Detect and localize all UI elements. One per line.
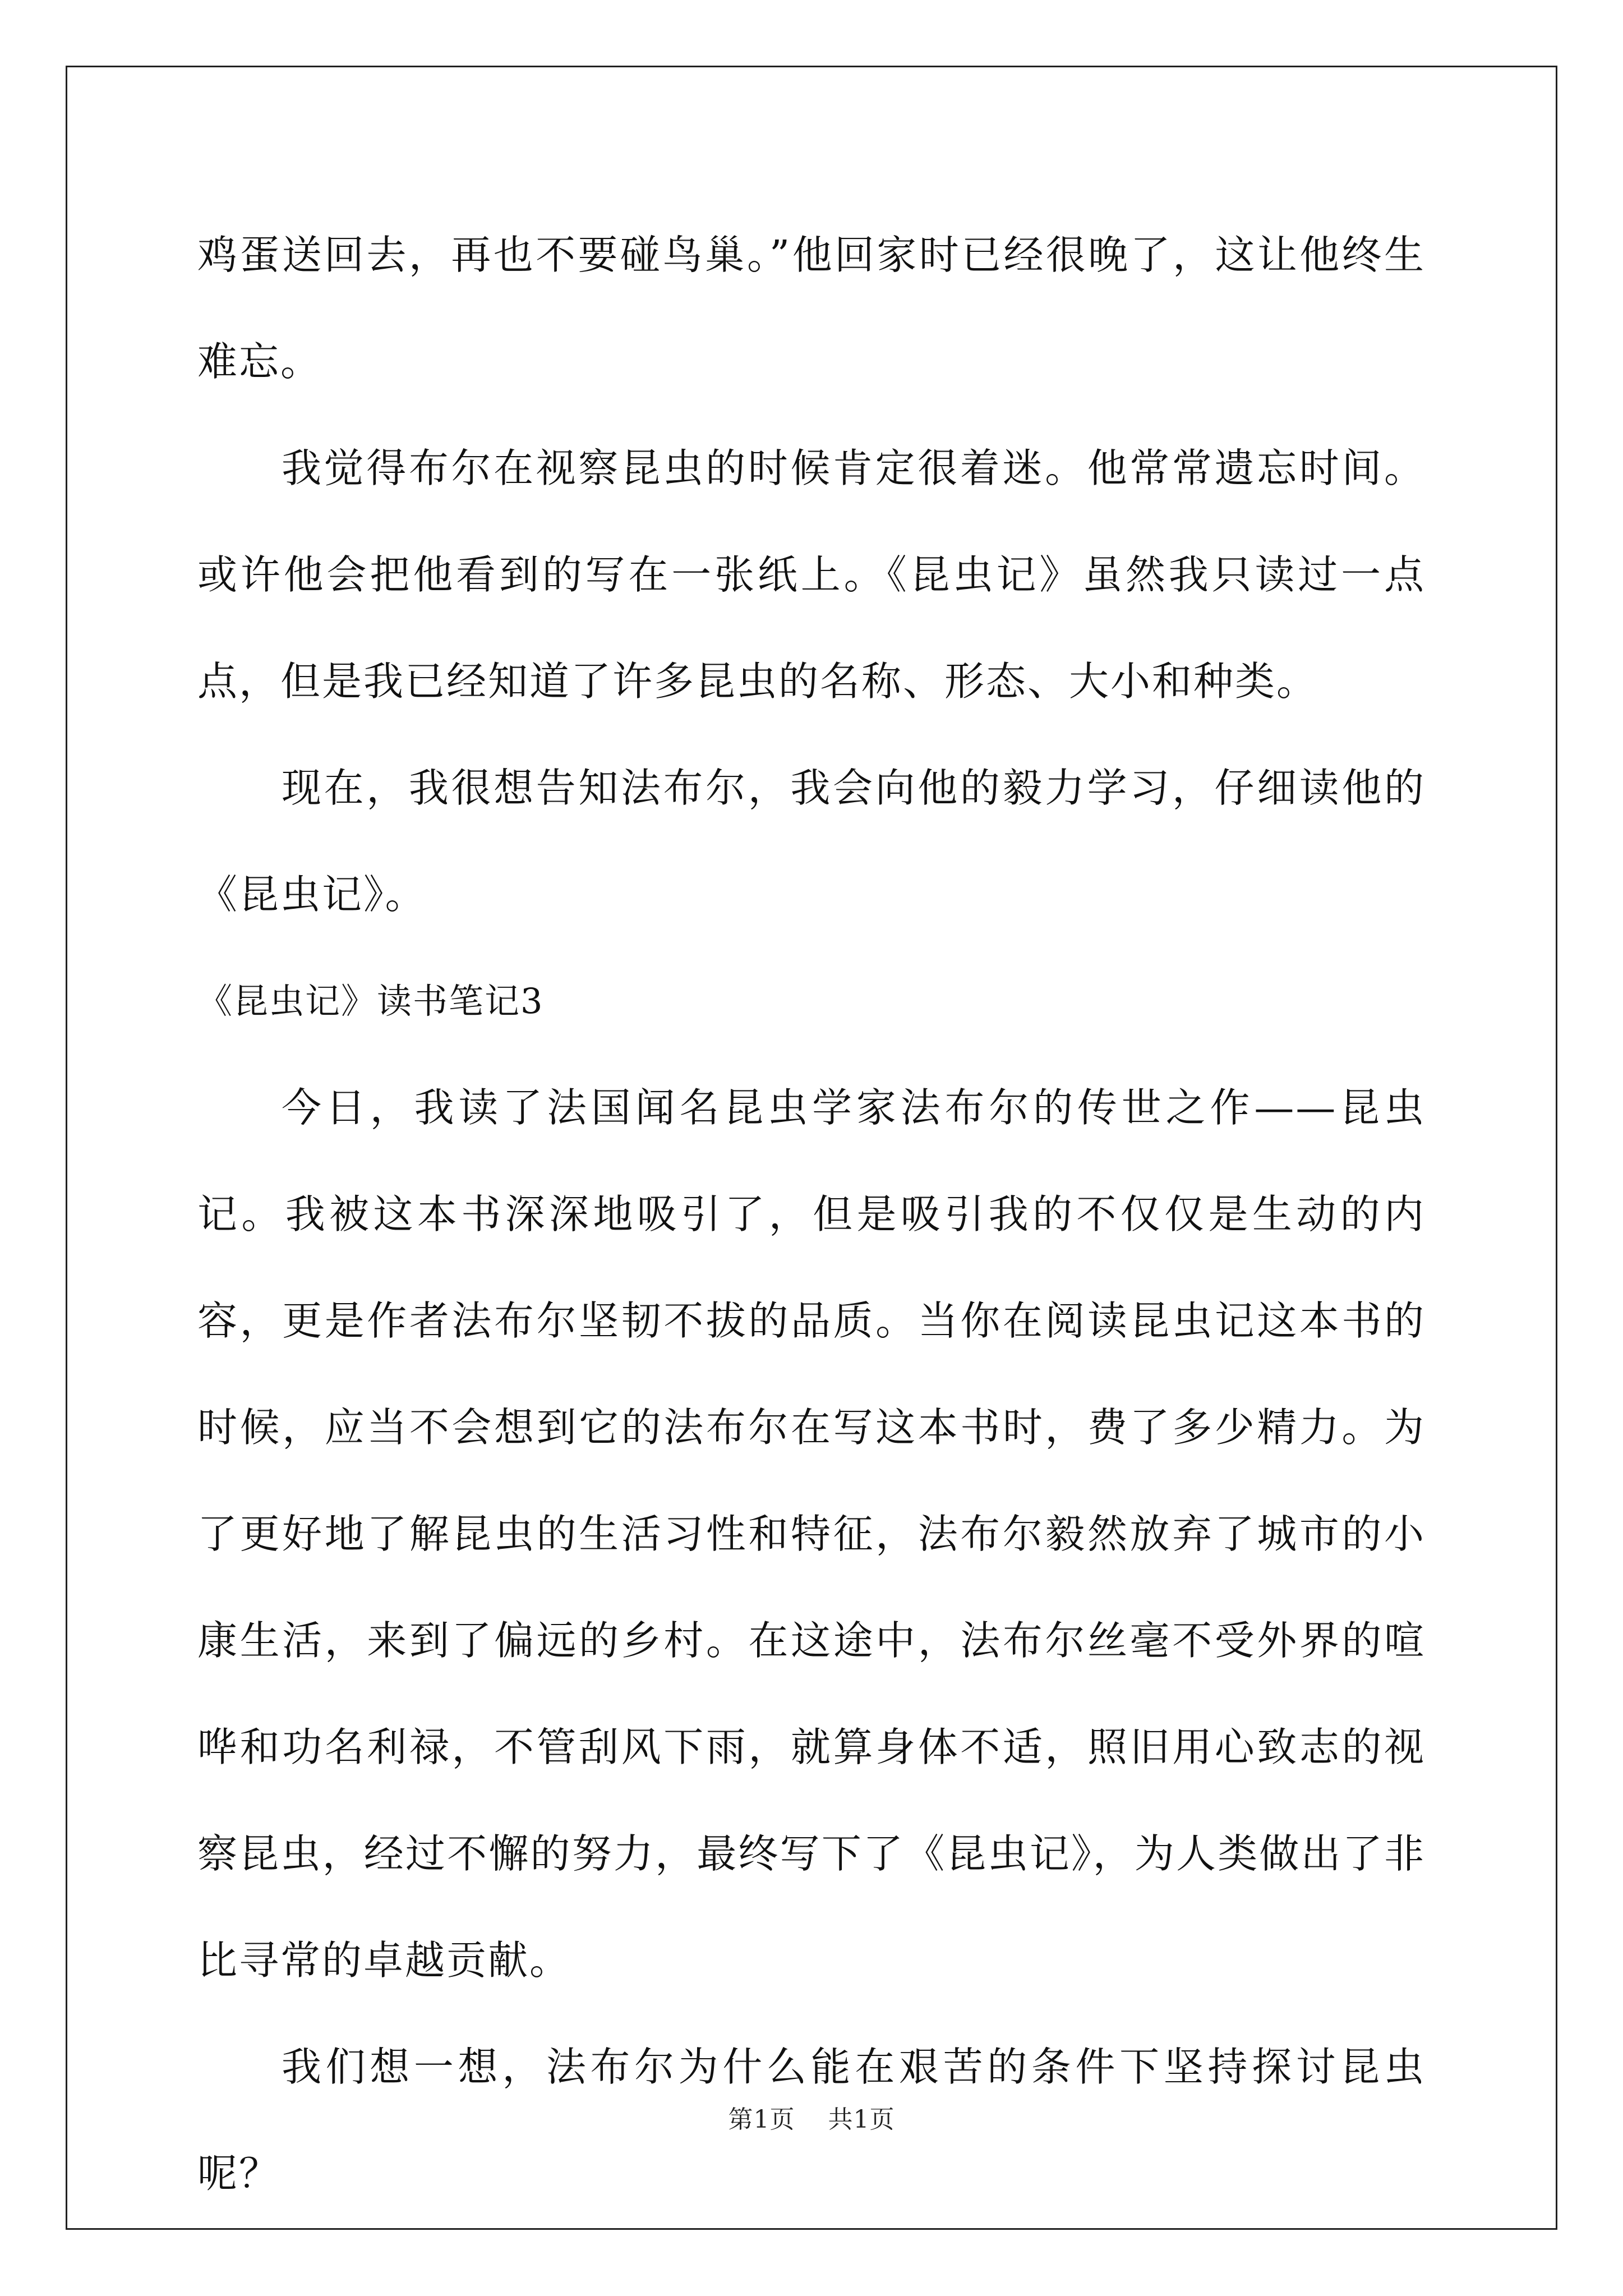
paragraph: 现在，我很想告知法布尔，我会向他的毅力学习，仔细读他的《昆虫记》。 xyxy=(197,765,1426,918)
page-total: 共1页 xyxy=(828,2105,895,2134)
page-footer xyxy=(0,2099,1623,2135)
page-number: 第1页 xyxy=(728,2105,795,2134)
section-heading: 《昆虫记》读书笔记3 xyxy=(197,981,544,1022)
paragraph: 我们想一想，法布尔为什么能在艰苦的条件下坚持探讨昆虫呢？ xyxy=(197,2044,1426,2197)
paragraph: 今日，我读了法国闻名昆虫学家法布尔的传世之作——昆虫记。我被这本书深深地吸引了，但是吸引我的不仅仅是生动的内容，更是作者法布尔坚韧不拔的品质。当你在阅读昆虫记这本书的时候，应当不会想到它的法布尔在写这本书时，费了多少精力。为了更好地了解昆虫的生活习性和特征，法布尔毅然放弃了城市的小康生活，来到了偏远的乡村。在这途中，法布尔丝毫不受外界的喧哗和功名利禄，不管刮风下雨，就算身体不适，照旧用心致志的视察昆虫，经过不懈的努力，最终写下了《昆虫记》，为人类做出了非比寻常的卓越贡献。 xyxy=(197,1084,1426,1984)
document-body xyxy=(197,202,1426,2227)
paragraph: 我觉得布尔在视察昆虫的时候肯定很着迷。他常常遗忘时间。或许他会把他看到的写在一张纸上。《昆虫记》虽然我只读过一点点，但是我已经知道了许多昆虫的名称、形态、大小和种类。 xyxy=(197,445,1426,705)
paragraph: 鸡蛋送回去，再也不要碰鸟巢。”他回家时已经很晚了，这让他终生难忘。 xyxy=(197,232,1426,385)
